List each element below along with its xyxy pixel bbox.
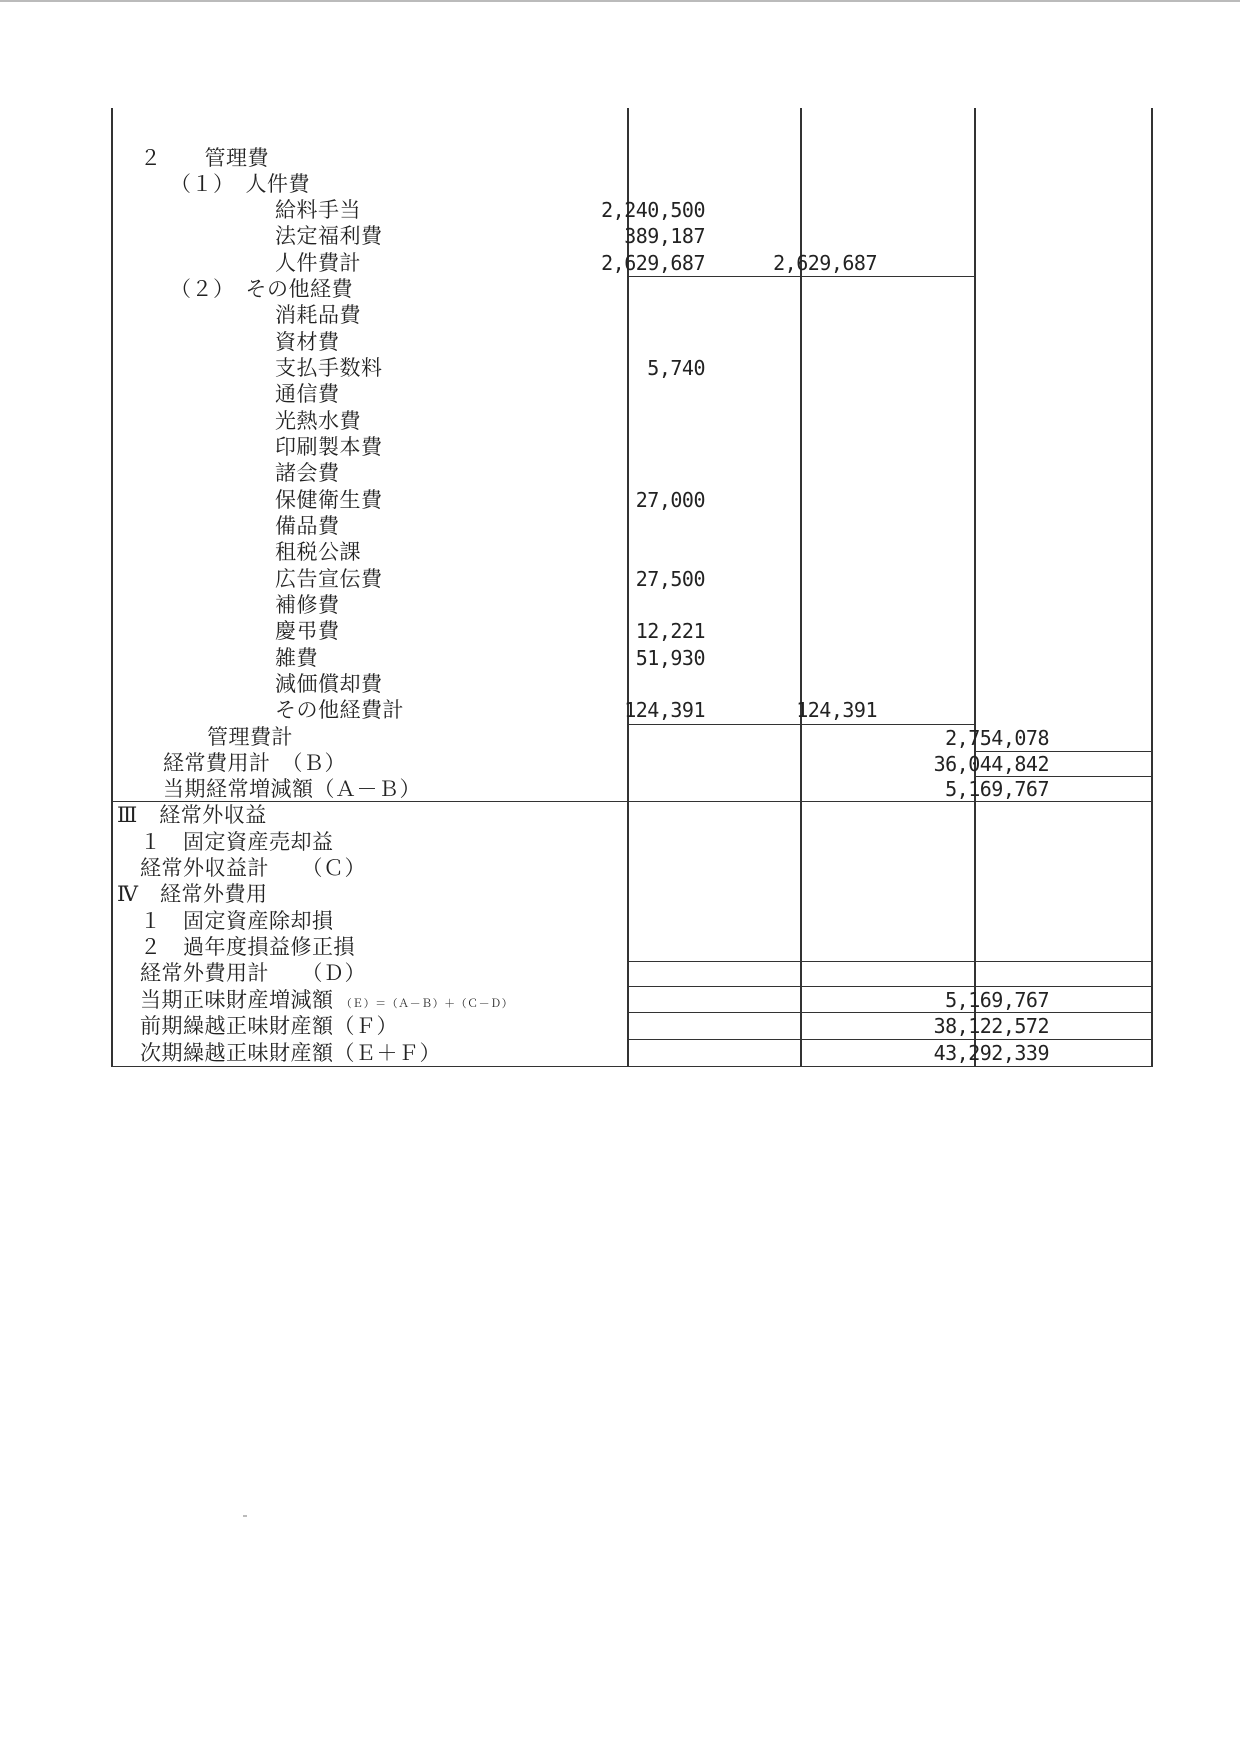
ceremonial-amount: 12,221 xyxy=(635,619,705,643)
row-ordinary-expense-total-label: 経常費用計 （Ｂ） xyxy=(163,751,346,775)
ordinary-change-amount: 5,169,767 xyxy=(945,777,1049,801)
carried-forward-prev-rule xyxy=(627,1039,1151,1040)
row-advertising-label: 広告宣伝費 xyxy=(275,567,383,591)
row-carried-forward-next-label: 次期繰越正味財産額（Ｅ＋Ｆ） xyxy=(140,1041,441,1065)
row-extraordinary-income-label: Ⅲ 経常外収益 xyxy=(117,803,267,827)
row-other-total-label: その他経費計 xyxy=(275,698,404,722)
personnel-total-rule xyxy=(627,276,974,277)
carried-forward-next-amount: 43,292,339 xyxy=(933,1041,1049,1065)
row-fees-label: 支払手数料 xyxy=(275,356,383,380)
salary-amount: 2,240,500 xyxy=(601,198,705,222)
row-salary-label: 給料手当 xyxy=(275,198,361,222)
health-amount: 27,000 xyxy=(635,488,705,512)
row-communication-label: 通信費 xyxy=(275,382,340,406)
advertising-amount: 27,500 xyxy=(635,567,705,591)
extraordinary-expense-total-top-rule xyxy=(627,961,1151,962)
row-membership-label: 諸会費 xyxy=(275,461,340,485)
row-net-asset-change-formula: （Ｅ）＝（Ａ－Ｂ）＋（Ｃ－Ｄ） xyxy=(340,997,514,1010)
personnel-total-amount: 2,629,687 xyxy=(601,251,705,275)
row-asset-sale-gain-label: １ 固定資産売却益 xyxy=(140,830,334,854)
row-welfare-label: 法定福利費 xyxy=(275,224,383,248)
row-utilities-label: 光熱水費 xyxy=(275,409,361,433)
extraordinary-expense-total-rule xyxy=(627,986,1151,987)
row-equipment-label: 備品費 xyxy=(275,514,340,538)
other-total-amount: 124,391 xyxy=(624,698,705,722)
row-ceremonial-label: 慶弔費 xyxy=(275,619,340,643)
row-extraordinary-expense-label: Ⅳ 経常外費用 xyxy=(117,882,268,906)
fees-amount: 5,740 xyxy=(647,356,705,380)
row-personnel-total-label: 人件費計 xyxy=(275,251,361,275)
other-subtotal: 124,391 xyxy=(796,698,877,722)
row-health-label: 保健衛生費 xyxy=(275,488,383,512)
table-bottom-border xyxy=(111,1066,1151,1067)
table-right-border xyxy=(1151,108,1153,1067)
row-prior-year-adjustment-label: ２ 過年度損益修正損 xyxy=(140,935,355,959)
net-asset-change-amount: 5,169,767 xyxy=(945,988,1049,1012)
row-extraordinary-income-total-label: 経常外収益計 （Ｃ） xyxy=(140,856,366,880)
row-repairs-label: 補修費 xyxy=(275,593,340,617)
carried-forward-prev-amount: 38,122,572 xyxy=(933,1014,1049,1038)
row-ordinary-change-label: 当期経常増減額（Ａ－Ｂ） xyxy=(163,777,421,801)
row-carried-forward-prev-label: 前期繰越正味財産額（Ｆ） xyxy=(140,1014,398,1038)
row-personnel-label: （１） 人件費 xyxy=(170,172,310,196)
row-misc-label: 雑費 xyxy=(275,646,318,670)
welfare-amount: 389,187 xyxy=(624,224,705,248)
row-consumables-label: 消耗品費 xyxy=(275,303,361,327)
table-left-border xyxy=(111,108,113,1067)
admin-total-amount: 2,754,078 xyxy=(945,726,1049,750)
page-top-edge xyxy=(0,0,1240,2)
row-depreciation-label: 減価償却費 xyxy=(275,672,383,696)
ordinary-expense-total-amount: 36,044,842 xyxy=(933,752,1049,776)
row-taxes-label: 租税公課 xyxy=(275,540,361,564)
row-extraordinary-expense-total-label: 経常外費用計 （Ｄ） xyxy=(140,961,366,985)
row-materials-label: 資材費 xyxy=(275,330,340,354)
scan-speck xyxy=(243,1515,247,1517)
column-divider-3 xyxy=(974,108,976,1067)
row-admin-label: ２ 管理費 xyxy=(140,146,269,170)
misc-amount: 51,930 xyxy=(635,646,705,670)
row-other-expenses-label: （２） その他経費 xyxy=(170,277,353,301)
net-asset-change-rule xyxy=(627,1012,1151,1013)
row-asset-disposal-loss-label: １ 固定資産除却損 xyxy=(140,909,334,933)
row-admin-total-label: 管理費計 xyxy=(207,725,293,749)
row-printing-label: 印刷製本費 xyxy=(275,435,383,459)
other-total-rule xyxy=(627,724,974,725)
personnel-subtotal: 2,629,687 xyxy=(773,251,877,275)
row-net-asset-change-label: 当期正味財産増減額 xyxy=(140,988,334,1012)
